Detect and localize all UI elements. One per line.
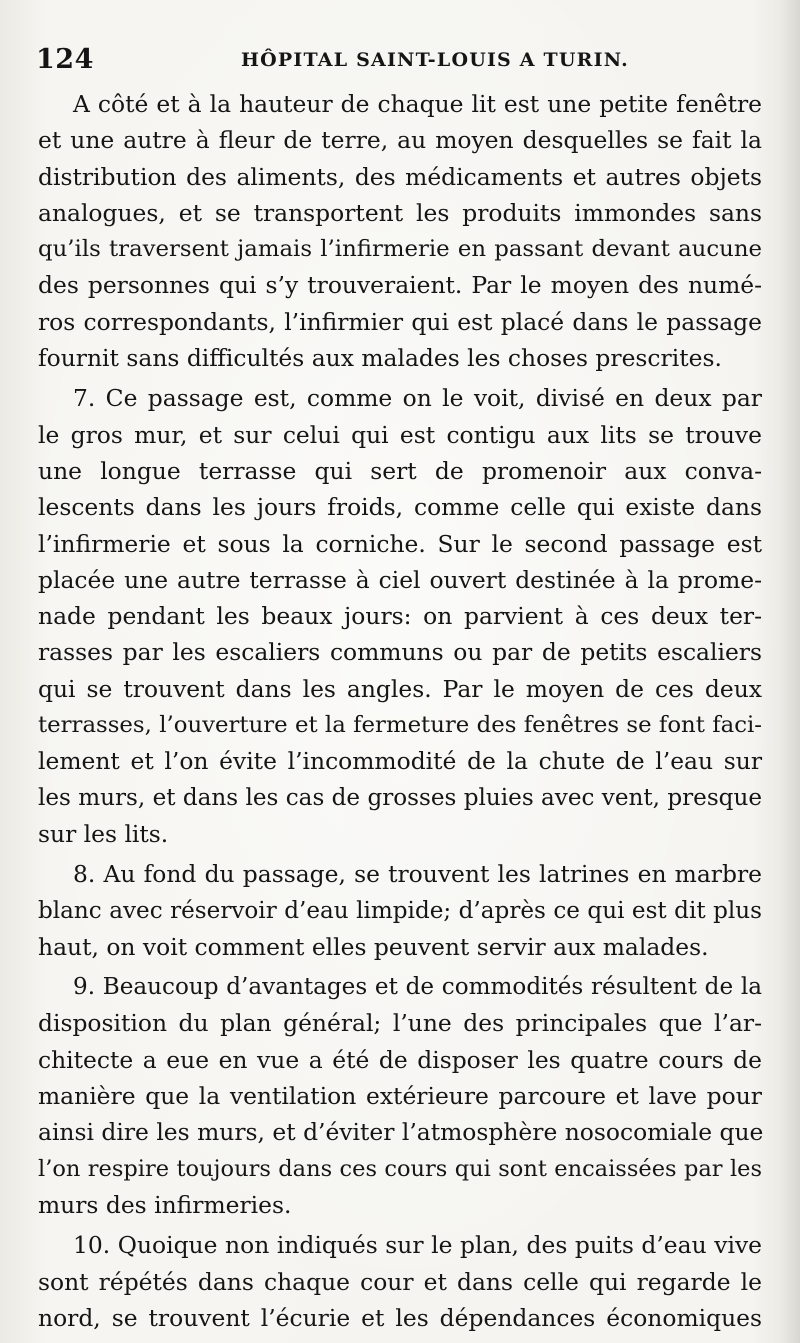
- text-line: ros correspondants, l’infirmier qui est placé dans le passage: [38, 307, 762, 336]
- text-line: 10. Quoique non indiqués sur le plan, des puits d’eau vive: [73, 1231, 762, 1260]
- text-line: fournit sans difficultés aux malades les choses prescrites.: [38, 344, 722, 373]
- text-line: terrasses, l’ouverture et la fermeture des fenêtres se font faci-: [38, 712, 762, 739]
- body-text: [38, 86, 762, 1336]
- text-line: le gros mur, et sur celui qui est contigu aux lits se trouve: [38, 420, 762, 449]
- text-line: placée une autre terrasse à ciel ouvert destinée à la prome-: [38, 565, 762, 594]
- text-line: nord, se trouvent l’écurie et les dépendances économiques: [38, 1303, 762, 1332]
- text-line: les murs, et dans les cas de grosses pluies avec vent, presque: [38, 784, 762, 811]
- running-head: HÔPITAL SAINT-LOUIS A TURIN.: [241, 49, 629, 71]
- text-line: blanc avec réservoir d’eau limpide; d’après ce qui est dit plus: [38, 897, 762, 924]
- text-line: distribution des aliments, des médicaments et autres objets: [38, 162, 762, 191]
- text-line: murs des infirmeries.: [38, 1190, 292, 1219]
- paragraph-8: [38, 856, 762, 965]
- text-line: l’on respire toujours dans ces cours qui sont encaissées par les: [38, 1155, 762, 1182]
- text-line: haut, on voit comment elles peuvent servir aux malades.: [38, 932, 709, 961]
- text-line: manière que la ventilation extérieure parcoure et lave pour: [38, 1082, 762, 1111]
- page-edge-shadow: [780, 0, 800, 1343]
- text-line: qu’ils traversent jamais l’infirmerie en passant devant aucune: [38, 236, 762, 263]
- paragraph: [38, 86, 762, 376]
- text-line: rasses par les escaliers communs ou par de petits escaliers: [38, 638, 762, 667]
- paragraph-9: [38, 969, 762, 1223]
- text-line: ainsi dire les murs, et d’éviter l’atmosphère nosocomiale que: [38, 1118, 764, 1147]
- text-line: sont répétés dans chaque cour et dans celle qui regarde le: [38, 1267, 762, 1296]
- text-line: et une autre à fleur de terre, au moyen desquelles se fait la: [38, 126, 762, 155]
- text-line: 7. Ce passage est, comme on le voit, divisé en deux par: [73, 384, 762, 413]
- paragraph-10: [38, 1227, 762, 1336]
- page-number: 124: [36, 44, 94, 75]
- page-header: [36, 44, 764, 78]
- text-line: A côté et à la hauteur de chaque lit est une petite fenêtre: [73, 90, 762, 118]
- text-line: lement et l’on évite l’incommodité de la chute de l’eau sur: [38, 747, 762, 776]
- text-line: disposition du plan général; l’une des principales que l’ar-: [38, 1009, 762, 1038]
- text-line: l’infirmerie et sous la corniche. Sur le second passage est: [38, 529, 762, 558]
- text-line: lescents dans les jours froids, comme celle qui existe dans: [38, 493, 762, 522]
- text-line: 8. Au fond du passage, se trouvent les latrines en marbre: [73, 860, 762, 889]
- text-line: chitecte a eue en vue a été de disposer les quatre cours de: [38, 1045, 762, 1074]
- text-line: sur les lits.: [38, 819, 169, 848]
- text-line: nade pendant les beaux jours: on parvient à ces deux ter-: [38, 602, 762, 631]
- text-line: 9. Beaucoup d’avantages et de commodités résultent de la: [73, 974, 762, 1001]
- text-line: des personnes qui s’y trouveraient. Par le moyen des numé-: [38, 271, 762, 300]
- text-line: une longue terrasse qui sert de promenoir aux conva-: [38, 456, 762, 485]
- text-line: analogues, et se transportent les produits immondes sans: [38, 198, 762, 227]
- paragraph-7: [38, 380, 762, 852]
- text-line: qui se trouvent dans les angles. Par le moyen de ces deux: [38, 674, 762, 703]
